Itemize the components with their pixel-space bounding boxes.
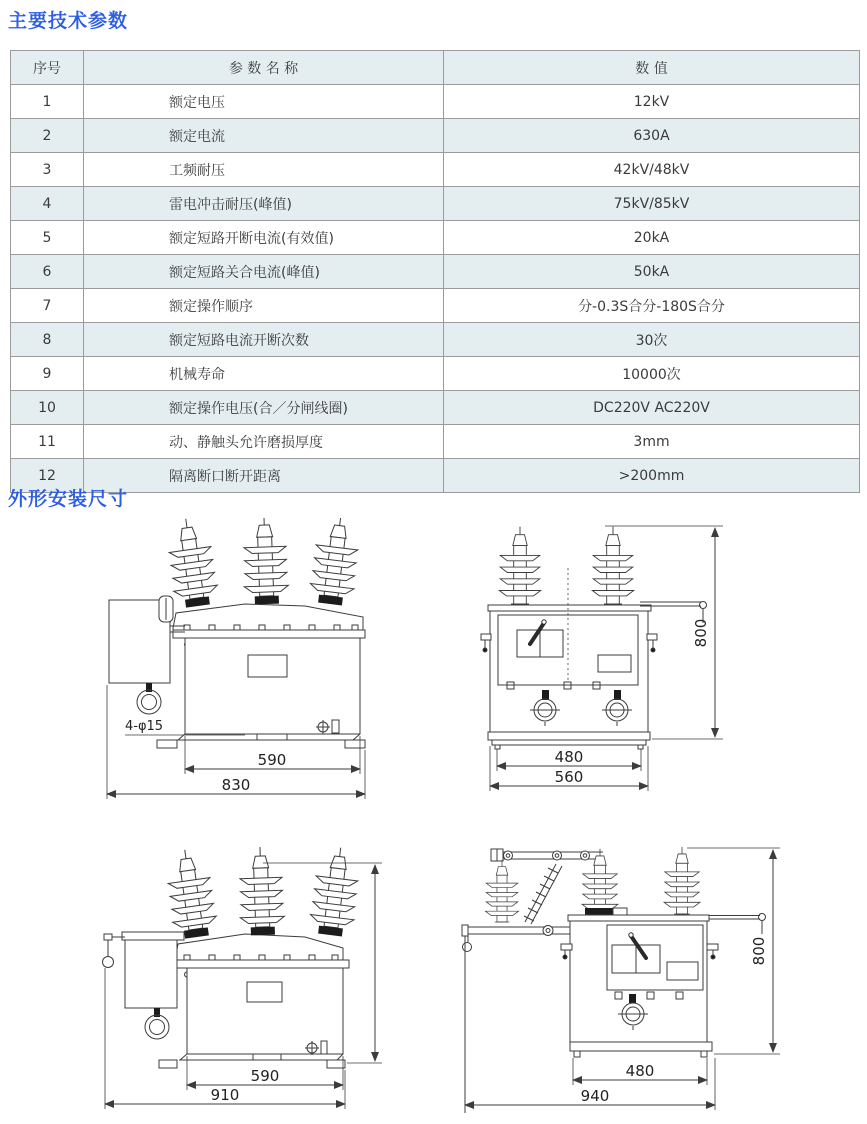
param-name: 额定电压 xyxy=(84,85,444,119)
row-no: 9 xyxy=(11,357,84,391)
table-row xyxy=(11,323,860,357)
dim-label-830: 830 xyxy=(221,776,251,794)
header-value: 数 值 xyxy=(444,51,860,85)
dim-label-480: 480 xyxy=(625,1062,655,1080)
row-no: 8 xyxy=(11,323,84,357)
dim-label-940: 940 xyxy=(580,1087,610,1105)
param-value: 3mm xyxy=(444,425,860,459)
table-row xyxy=(11,221,860,255)
param-name: 动、静触头允许磨损厚度 xyxy=(84,425,444,459)
control-box xyxy=(109,596,185,714)
dim-label-560: 560 xyxy=(554,768,584,786)
dim-label-800: 800 xyxy=(750,936,768,966)
param-name: 额定短路电流开断次数 xyxy=(84,323,444,357)
row-no: 1 xyxy=(11,85,84,119)
param-value: 50kA xyxy=(444,255,860,289)
row-no: 7 xyxy=(11,289,84,323)
row-no: 4 xyxy=(11,187,84,221)
table-row xyxy=(11,153,860,187)
param-value: 10000次 xyxy=(444,357,860,391)
header-name: 参 数 名 称 xyxy=(84,51,444,85)
table-header-row xyxy=(11,51,860,85)
row-no: 3 xyxy=(11,153,84,187)
side-view-drawing-560 xyxy=(445,518,775,814)
dim-label-800: 800 xyxy=(692,618,710,648)
param-value: 12kV xyxy=(444,85,860,119)
header-no: 序号 xyxy=(11,51,84,85)
dim-label-590: 590 xyxy=(250,1067,280,1085)
param-name: 额定操作顺序 xyxy=(84,289,444,323)
param-value: 42kV/48kV xyxy=(444,153,860,187)
table-row xyxy=(11,119,860,153)
pull-ring xyxy=(145,1015,169,1039)
front-view-drawing-910 xyxy=(95,838,410,1124)
table-row xyxy=(11,459,860,493)
row-no: 2 xyxy=(11,119,84,153)
linkage-bar xyxy=(491,849,603,861)
param-value: 20kA xyxy=(444,221,860,255)
dim-label-590: 590 xyxy=(257,751,287,769)
table-row xyxy=(11,391,860,425)
param-value: >200mm xyxy=(444,459,860,493)
param-value: 分-0.3S合分-180S合分 xyxy=(444,289,860,323)
row-no: 6 xyxy=(11,255,84,289)
control-box xyxy=(122,932,184,1039)
dim-label-910: 910 xyxy=(210,1086,240,1104)
param-name: 额定电流 xyxy=(84,119,444,153)
row-no: 11 xyxy=(11,425,84,459)
table-row xyxy=(11,425,860,459)
mounting-holes-label: 4-φ15 xyxy=(125,719,164,734)
operating-rod xyxy=(709,914,766,935)
table-row xyxy=(11,85,860,119)
param-value: DC220V AC220V xyxy=(444,391,860,425)
table-row xyxy=(11,187,860,221)
row-no: 10 xyxy=(11,391,84,425)
param-name: 隔离断口断开距离 xyxy=(84,459,444,493)
section-title-technical-params: 主要技术参数 xyxy=(8,10,129,32)
technical-params-table xyxy=(10,50,860,493)
disconnect-blade xyxy=(524,864,562,924)
table-row xyxy=(11,289,860,323)
param-name: 额定短路关合电流(峰值) xyxy=(84,255,444,289)
param-name: 额定短路开断电流(有效值) xyxy=(84,221,444,255)
param-name: 额定操作电压(合／分闸线圈) xyxy=(84,391,444,425)
param-name: 雷电冲击耐压(峰值) xyxy=(84,187,444,221)
param-name: 工频耐压 xyxy=(84,153,444,187)
front-view-drawing-830 xyxy=(95,518,410,814)
dim-label-480: 480 xyxy=(554,748,584,766)
param-value: 30次 xyxy=(444,323,860,357)
pull-ring xyxy=(137,690,161,714)
table-row xyxy=(11,255,860,289)
param-value: 75kV/85kV xyxy=(444,187,860,221)
row-no: 12 xyxy=(11,459,84,493)
table-row xyxy=(11,357,860,391)
side-view-drawing-940 xyxy=(435,838,835,1124)
section-title-outline-dimensions: 外形安装尺寸 xyxy=(8,488,129,510)
row-no: 5 xyxy=(11,221,84,255)
param-name: 机械寿命 xyxy=(84,357,444,391)
param-value: 630A xyxy=(444,119,860,153)
